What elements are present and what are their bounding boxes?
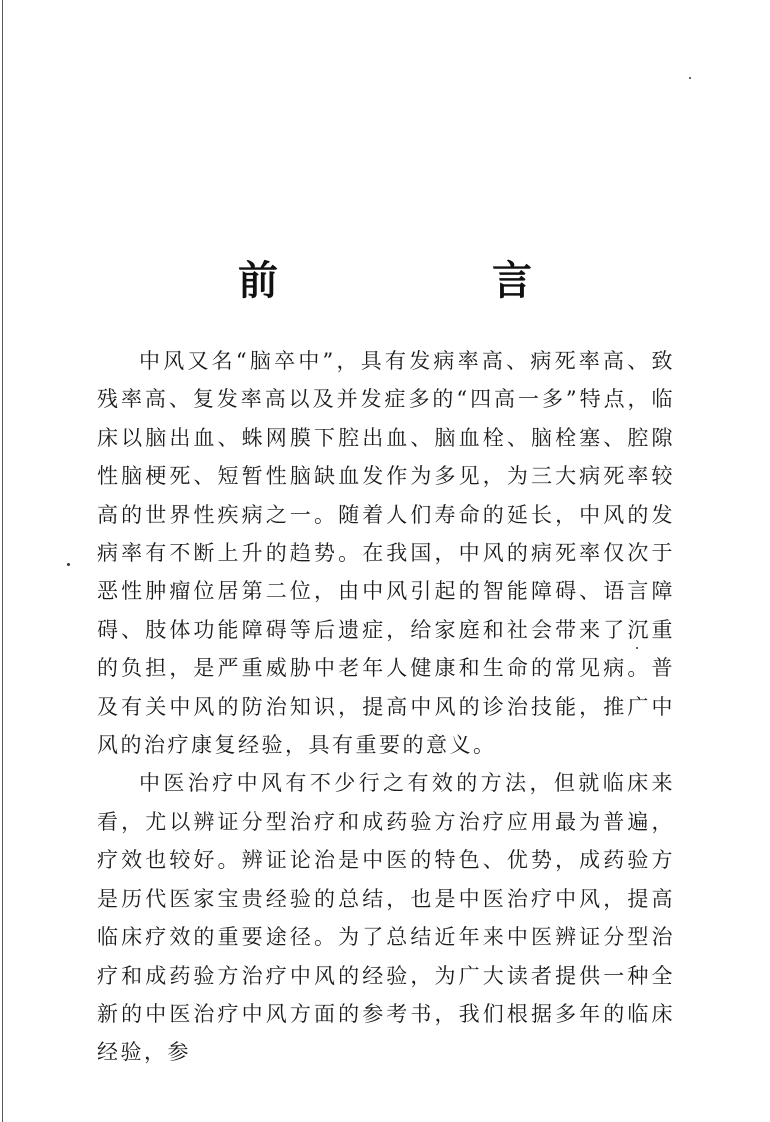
preface-body — [97, 342, 675, 1072]
scan-speck — [67, 563, 70, 566]
scan-speck — [636, 647, 638, 649]
paragraph-1: 中风又名“脑卒中”，具有发病率高、病死率高、致残率高、复发率高以及并发症多的“四高一多”特点，临床以脑出血、蛛网膜下腔出血、脑血栓、脑栓塞、腔隙性脑梗死、短暂性脑缺血发作为多见，为三大病死率较高的世界性疾病之一。随着人们寿命的延长，中风的发病率有不断上升的趋势。在我国，中风的病死率仅次于恶性肿瘤位居第二位，由中风引起的智能障碍、语言障碍、肢体功能障碍等后遗症，给家庭和社会带来了沉重的负担，是严重威胁中老年人健康和生命的常见病。普及有关中风的防治知识，提高中风的诊治技能，推广中风的治疗康复经验，具有重要的意义。 — [97, 349, 675, 758]
paragraph-2: 中医治疗中风有不少行之有效的方法，但就临床来看，尤以辨证分型治疗和成药验方治疗应用最为普遍，疗效也较好。辨证论治是中医的特色、优势，成药验方是历代医家宝贵经验的总结，也是中医治疗中风，提高临床疗效的重要途径。为了总结近年来中医辨证分型治疗和成药验方治疗中风的经验，为广大读者提供一种全新的中医治疗中风方面的参考书，我们根据多年的临床经验，参 — [97, 771, 675, 1065]
page-title: 前 言 — [238, 258, 632, 304]
scan-speck — [689, 77, 691, 79]
page-edge-line — [2, 0, 3, 1122]
